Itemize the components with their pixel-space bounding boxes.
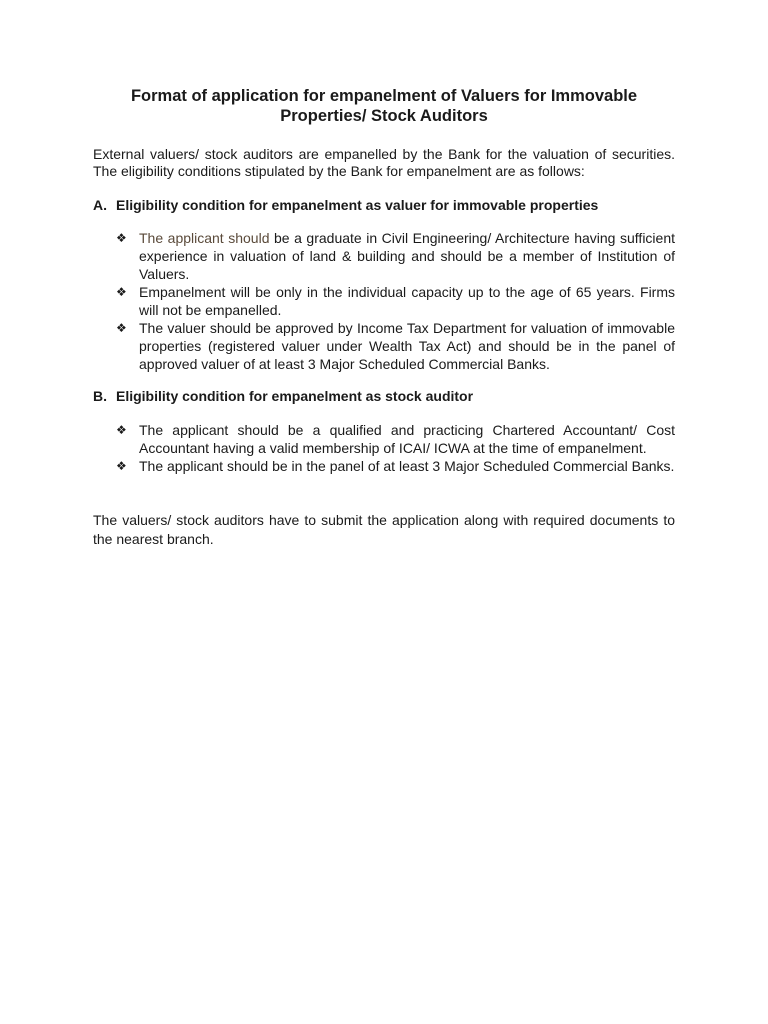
- list-item: [93, 421, 675, 457]
- list-item-text: Empanelment will be only in the individual capacity up to the age of 65 years. Firms will not be empanelled.: [139, 284, 675, 318]
- section-b-list: [93, 421, 675, 475]
- list-item-text: The applicant should be in the panel of at least 3 Major Scheduled Commercial Banks.: [139, 458, 675, 474]
- section-b-letter: B.: [93, 388, 107, 404]
- section-a-letter: A.: [93, 197, 107, 213]
- section-b-title: Eligibility condition for empanelment as stock auditor: [116, 388, 474, 404]
- closing-paragraph: The valuers/ stock auditors have to submit the application along with required documents to the nearest branch.: [93, 512, 675, 547]
- diamond-bullet-icon: ❖: [116, 423, 127, 437]
- diamond-bullet-icon: ❖: [116, 285, 127, 299]
- list-item-text: The applicant should be a qualified and practicing Chartered Accountant/ Cost Accountant having a valid membership of ICAI/ ICWA at the time of empanelment.: [139, 422, 675, 456]
- diamond-bullet-icon: ❖: [116, 231, 127, 245]
- list-item-text: The valuer should be approved by Income Tax Department for valuation of immovable properties (registered valuer under Wealth Tax Act) and should be in the panel of approved valuer of at least 3 Major Scheduled Commercial Banks.: [139, 320, 675, 372]
- section-a-title: Eligibility condition for empanelment as valuer for immovable properties: [116, 197, 599, 213]
- document-title: Format of application for empanelment of Valuers for Immovable Properties/ Stock Auditors: [130, 87, 638, 125]
- section-a-heading: [93, 197, 675, 214]
- diamond-bullet-icon: ❖: [116, 321, 127, 335]
- section-a-list: [93, 229, 675, 373]
- section-b-heading: [93, 388, 675, 405]
- list-item: [93, 319, 675, 373]
- list-item: [93, 283, 675, 319]
- list-item: [93, 229, 675, 283]
- list-item-text: be a graduate in Civil Engineering/ Architecture having sufficient experience in valuation of land & building and should be a member of Institution of Valuers.: [139, 230, 675, 282]
- intro-paragraph: External valuers/ stock auditors are empanelled by the Bank for the valuation of securities. The eligibility conditions stipulated by the Bank for empanelment are as follows:: [93, 146, 675, 179]
- diamond-bullet-icon: ❖: [116, 459, 127, 473]
- list-item: [93, 457, 675, 475]
- document-page: [93, 86, 675, 549]
- list-item-lead: The applicant should: [139, 230, 270, 246]
